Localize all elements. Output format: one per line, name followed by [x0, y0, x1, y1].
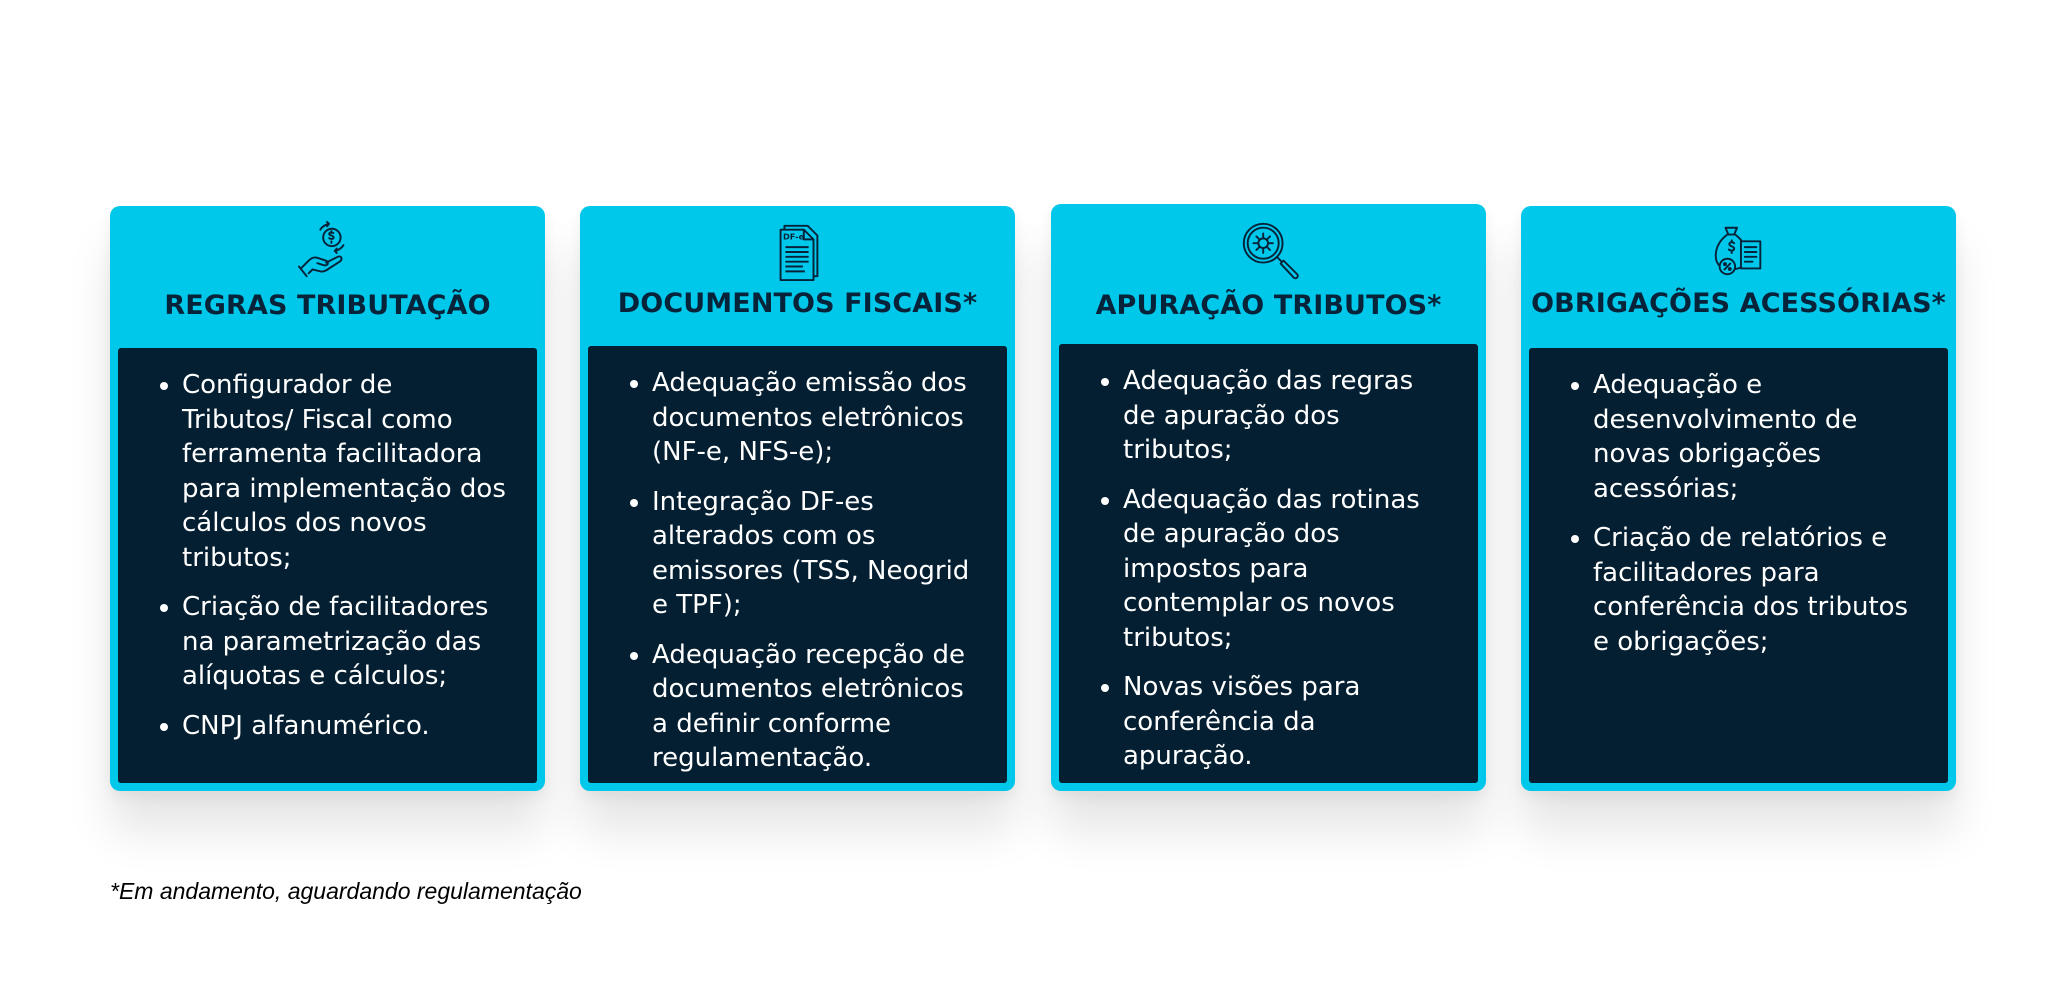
bullet-list — [118, 348, 537, 743]
card-body — [1059, 344, 1478, 783]
bullet-list — [588, 346, 1007, 776]
card-body — [1529, 348, 1948, 783]
dfe-icon-label: DF-e — [782, 231, 804, 242]
list-item: • Adequação das regras de apuração dos tributos; — [1123, 364, 1452, 468]
hand-coin-exchange-icon — [297, 220, 359, 282]
card-title: DOCUMENTOS FISCAIS* — [617, 288, 978, 319]
list-item: • Integração DF-es alterados com os emissores (TSS, Neogrid e TPF); — [652, 485, 981, 623]
card-title: APURAÇÃO TRIBUTOS* — [1095, 290, 1442, 321]
bullet-list — [1529, 348, 1948, 659]
list-item: • Criação de facilitadores na parametrização das alíquotas e cálculos; — [182, 590, 511, 694]
card-body — [588, 346, 1007, 783]
list-item: • CNPJ alfanumérico. — [182, 709, 511, 744]
card-body — [118, 348, 537, 783]
magnifier-gear-icon — [1238, 218, 1300, 280]
list-item: • Configurador de Tributos/ Fiscal como ferramenta facilitadora para implementação dos cálculos dos novos tributos; — [182, 368, 511, 575]
list-item: • Adequação recepção de documentos eletrônicos a definir conforme regulamentação. — [652, 638, 981, 776]
document-dfe-icon — [767, 220, 829, 282]
card-documentos-fiscais — [580, 206, 1015, 791]
card-apuracao-tributos — [1051, 204, 1486, 791]
list-item: • Criação de relatórios e facilitadores para conferência dos tributos e obrigações; — [1593, 521, 1922, 659]
list-item: • Novas visões para conferência da apuração. — [1123, 670, 1452, 774]
list-item: • Adequação e desenvolvimento de novas obrigações acessórias; — [1593, 368, 1922, 506]
footnote: *Em andamento, aguardando regulamentação — [110, 878, 582, 904]
card-regras-tributacao — [110, 206, 545, 791]
list-item: • Adequação emissão dos documentos eletrônicos (NF-e, NFS-e); — [652, 366, 981, 470]
list-item: • Adequação das rotinas de apuração dos impostos para contemplar os novos tributos; — [1123, 483, 1452, 656]
card-obrigacoes-acessorias — [1521, 206, 1956, 791]
bullet-list — [1059, 344, 1478, 774]
tax-bag-document-icon — [1708, 220, 1770, 282]
card-title: OBRIGAÇÕES ACESSÓRIAS* — [1531, 288, 1946, 319]
card-title: REGRAS TRIBUTAÇÃO — [164, 290, 491, 321]
